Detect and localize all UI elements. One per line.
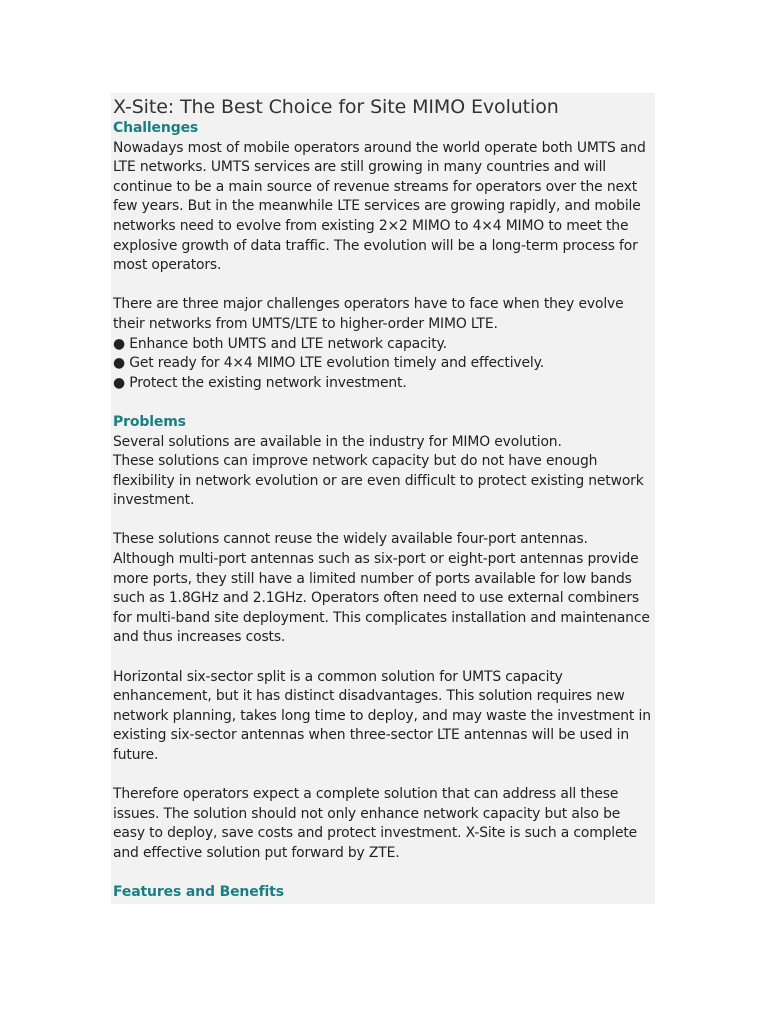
problems-paragraph-3: Horizontal six-sector split is a common solution for UMTS capacity enhancement, but it has distinct disadvantages. This solution requires new network planning, takes long time to deploy, and may waste the investment in existing six-sector antennas when three-sector LTE antennas will be used in future. [113, 668, 651, 763]
problems-paragraph-2: These solutions cannot reuse the widely available four-port antennas. Although multi-port antennas such as six-port or eight-port antennas provide more ports, they still have a limited number of ports available for low bands such as 1.8GHz and 2.1GHz. Operators often need to use external combiners for multi-band site deployment. This complicates installation and maintenance and thus increases costs. [113, 531, 650, 646]
challenges-paragraph-2: There are three major challenges operators have to face when they evolve their networks from UMTS/LTE to higher-order MIMO LTE. [113, 296, 624, 332]
list-item: ● Get ready for 4×4 MIMO LTE evolution timely and effectively. [113, 355, 544, 372]
problems-line-2: These solutions can improve network capacity but do not have enough flexibility in network evolution or are even difficult to protect existing network investment. [113, 453, 644, 509]
section-heading-challenges: Challenges [113, 120, 199, 136]
document-content [113, 95, 653, 903]
list-item: ● Protect the existing network investment. [113, 374, 407, 391]
problems-line-1: Several solutions are available in the industry for MIMO evolution. [113, 433, 562, 450]
section-heading-problems: Problems [113, 413, 186, 430]
section-heading-features: Features and Benefits [113, 884, 284, 901]
challenges-list [113, 335, 653, 394]
problems-paragraph-4: Therefore operators expect a complete solution that can address all these issues. The solution should not only enhance network capacity but also be easy to deploy, save costs and protect investment. X-Site is such a complete and effective solution put forward by ZTE. [113, 786, 638, 861]
list-item: ● Enhance both UMTS and LTE network capacity. [113, 335, 447, 352]
challenges-paragraph-1: Nowadays most of mobile operators around the world operate both UMTS and LTE networks. UMTS services are still growing in many countries and will continue to be a main source of revenue streams for operators over the next few years. But in the meanwhile LTE services are growing rapidly, and mobile networks need to evolve from existing 2×2 MIMO to 4×4 MIMO to meet the explosive growth of data traffic. The evolution will be a long-term process for most operators. [113, 139, 646, 274]
page-title: X-Site: The Best Choice for Site MIMO Evolution [113, 96, 559, 118]
